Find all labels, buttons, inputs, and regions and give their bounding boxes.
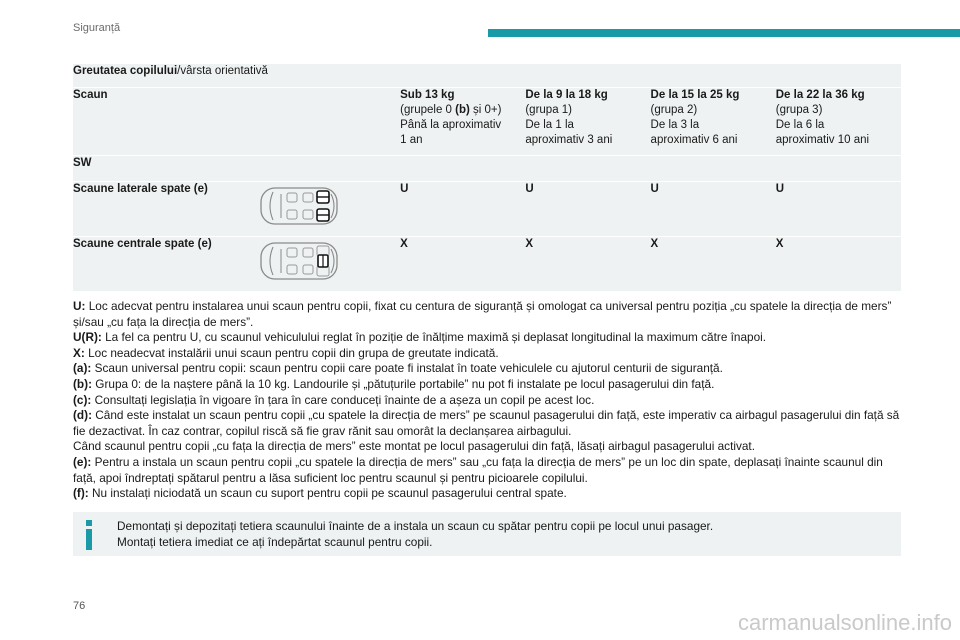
group-line: 1 an bbox=[400, 133, 423, 146]
note-key: (b): bbox=[73, 376, 92, 391]
page-number: 76 bbox=[73, 600, 86, 612]
group-title: De la 9 la 18 kg bbox=[525, 88, 608, 101]
note-key: U(R): bbox=[73, 330, 102, 345]
car-rear-center-seat-icon bbox=[259, 239, 339, 283]
car-image-cell bbox=[259, 236, 400, 291]
group-cell bbox=[776, 87, 901, 155]
note-text: La fel ca pentru U, cu scaunul vehiculului reglat în poziție de înălțime maximă și deplasat longitudinal la maximum către înapoi. bbox=[101, 330, 767, 345]
group-cell bbox=[400, 87, 525, 155]
note-text: Când este instalat un scaun pentru copii „cu spatele la direcția de mers” pe scaunul pasagerului din față, este imperativ ca airbagul pasagerului din față să fie dezactivat. În caz contrar, copilul riscă să fie grav rănit sau omorât la declanșarea airbagului. bbox=[73, 408, 900, 438]
info-text bbox=[117, 518, 713, 550]
table-row-groups bbox=[73, 87, 901, 155]
note-text: Grupa 0: de la naștere până la 10 kg. Landourile și „pătuțurile portabile” nu pot fi instalate pe locul pasagerului din față. bbox=[92, 376, 715, 391]
note-text: Consultați legislația în vigoare în țara în care conduceți înainte de a așeza un copil pe acest loc. bbox=[91, 392, 595, 407]
group-line: aproximativ 10 ani bbox=[775, 133, 870, 146]
note-line bbox=[73, 361, 903, 377]
note-line bbox=[73, 486, 903, 502]
table-row-weight bbox=[73, 64, 901, 87]
group-line: De la 1 la bbox=[525, 118, 574, 131]
note-text: Când scaunul pentru copii „cu fața la direcția de mers” este montat pe locul pasagerului din față, lăsați airbagul pasagerului activat. bbox=[73, 439, 755, 454]
info-line: Montați tetiera imediat ce ați îndepărtat scaunul pentru copii. bbox=[117, 535, 433, 549]
table-row-center-seat bbox=[73, 236, 901, 291]
weight-header-cell bbox=[73, 64, 901, 87]
note-key: (c): bbox=[73, 392, 92, 407]
note-text: Loc neadecvat instalării unui scaun pentru copii din grupa de greutate indicată. bbox=[84, 345, 499, 360]
group-line: aproximativ 3 ani bbox=[525, 133, 613, 146]
car-rear-side-seats-icon bbox=[259, 184, 339, 228]
group-line: (grupa 3) bbox=[775, 103, 823, 116]
note-line bbox=[73, 393, 903, 409]
cell-value: U bbox=[651, 181, 776, 236]
group-line: (grupa 2) bbox=[650, 103, 698, 116]
note-line bbox=[73, 377, 903, 393]
header-accent-bar bbox=[488, 29, 960, 37]
sw-label: SW bbox=[73, 155, 901, 181]
group-title: De la 15 la 25 kg bbox=[650, 88, 740, 101]
cell-value: U bbox=[525, 181, 650, 236]
info-icon bbox=[85, 520, 93, 550]
group-title: De la 22 la 36 kg bbox=[775, 88, 865, 101]
note-line bbox=[73, 408, 903, 439]
group-line: Până la aproximativ bbox=[400, 118, 502, 131]
group-line: (grupele 0 (b) și 0+) bbox=[400, 103, 502, 116]
cell-value: X bbox=[651, 236, 776, 291]
note-key: X: bbox=[73, 345, 85, 360]
group-title: Sub 13 kg bbox=[400, 88, 455, 101]
row-label: Scaune centrale spate (e) bbox=[73, 236, 259, 291]
note-line bbox=[73, 439, 903, 455]
child-seat-table bbox=[73, 64, 901, 292]
note-text: Loc adecvat pentru instalarea unui scaun pentru copii, fixat cu centura de siguranță și omologat ca universal pentru poziția „cu spatele la direcția de mers” și/sau „cu fața la direcția de mers”. bbox=[73, 299, 892, 329]
note-line bbox=[73, 455, 903, 486]
legend-notes bbox=[73, 299, 903, 502]
table-row-side-seats bbox=[73, 181, 901, 236]
group-cell bbox=[525, 87, 650, 155]
group-line: aproximativ 6 ani bbox=[650, 133, 738, 146]
weight-label-rest: /vârsta orientativă bbox=[177, 65, 268, 77]
info-line: Demontați și depozitați tetiera scaunului înainte de a instala un scaun cu spătar pentru copii pe locul unui pasager. bbox=[117, 519, 714, 533]
note-key: (f): bbox=[73, 486, 89, 501]
info-box bbox=[73, 512, 901, 556]
cell-value: X bbox=[525, 236, 650, 291]
note-key: (a): bbox=[73, 361, 92, 376]
group-line: De la 3 la bbox=[650, 118, 700, 131]
seat-label-cell: Scaun bbox=[73, 87, 400, 155]
note-key: (e): bbox=[73, 454, 92, 469]
note-line bbox=[73, 299, 903, 330]
note-key: U: bbox=[73, 299, 86, 313]
weight-label-bold: Greutatea copilului bbox=[73, 65, 178, 77]
note-text: Scaun universal pentru copii: scaun pentru copii care poate fi instalat în toate vehiculele cu ajutorul centurii de siguranță. bbox=[91, 361, 723, 376]
table-row-sw bbox=[73, 155, 901, 181]
note-line bbox=[73, 330, 903, 346]
note-text: Nu instalați niciodată un scaun cu suport pentru copii pe scaunul pasagerului central spate. bbox=[88, 486, 567, 501]
group-line: De la 6 la bbox=[775, 118, 825, 131]
row-label: Scaune laterale spate (e) bbox=[73, 181, 259, 236]
note-key: (d): bbox=[73, 408, 92, 423]
cell-value: X bbox=[400, 236, 525, 291]
watermark: carmanualsonline.info bbox=[737, 610, 952, 635]
note-text: Pentru a instala un scaun pentru copii „cu spatele la direcția de mers” sau „cu fața la direcția de mers” pe un loc din spate, deplasați înainte scaunul din față, apoi îndreptați spătarul pentru a lăsa suficient loc pentru scaunul și pentru picioarele copilului. bbox=[73, 454, 883, 485]
cell-value: U bbox=[776, 181, 901, 236]
car-image-cell bbox=[259, 181, 400, 236]
cell-value: U bbox=[400, 181, 525, 236]
group-cell bbox=[651, 87, 776, 155]
section-title: Siguranță bbox=[73, 22, 121, 34]
note-line bbox=[73, 346, 903, 362]
cell-value: X bbox=[776, 236, 901, 291]
group-line: (grupa 1) bbox=[525, 103, 573, 116]
